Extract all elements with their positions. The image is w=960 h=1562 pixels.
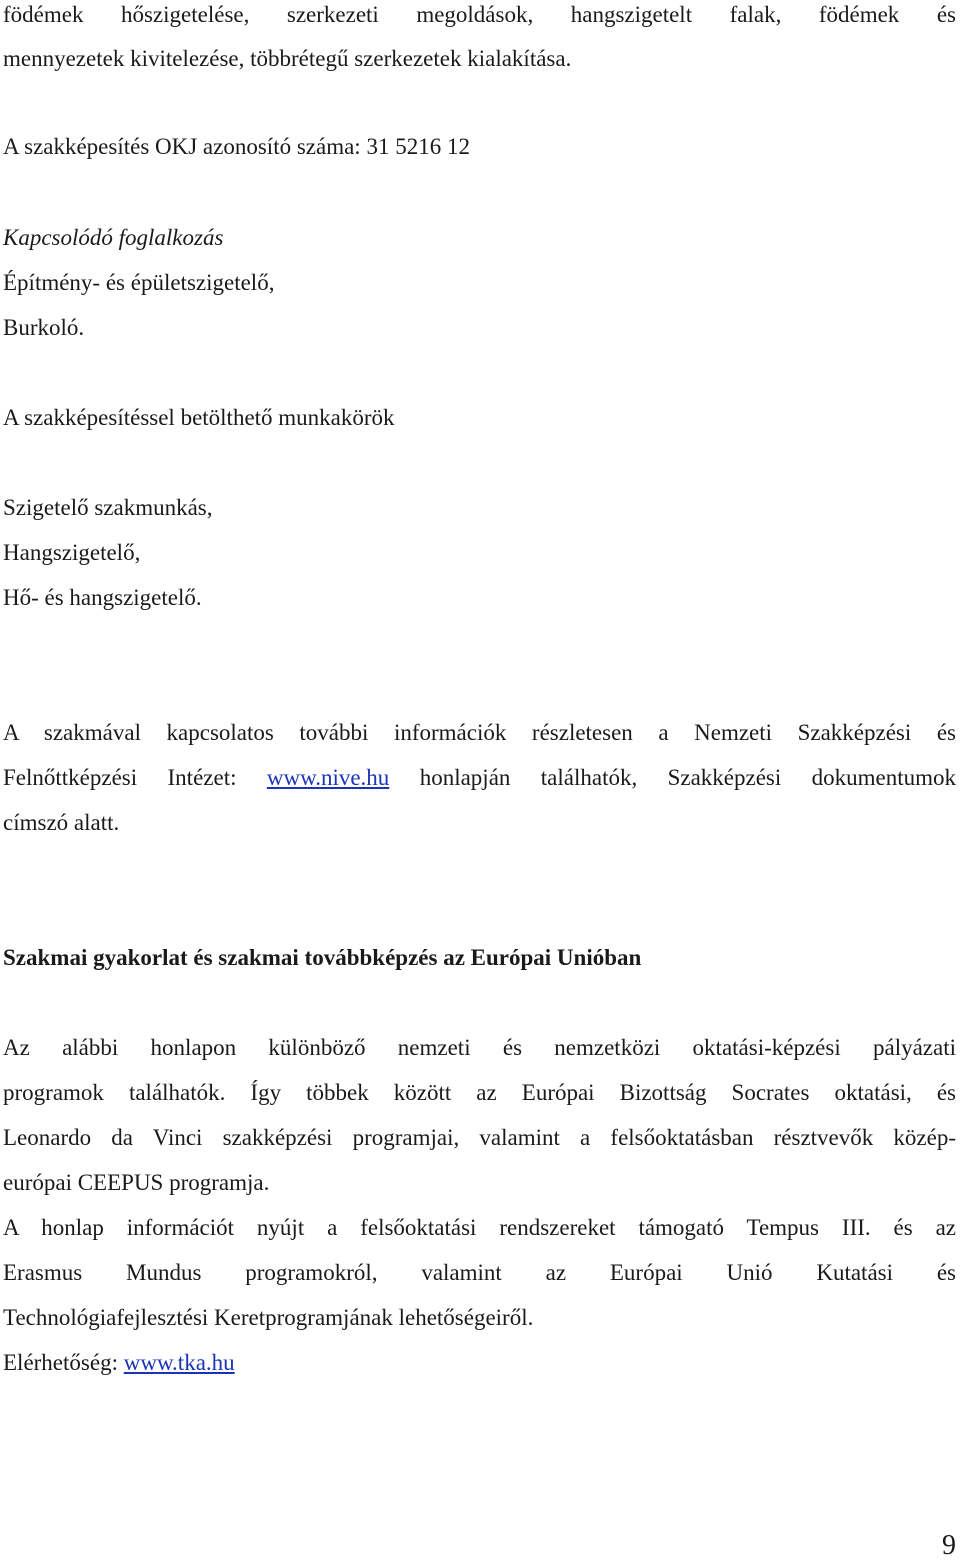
contact-line: [3, 1348, 235, 1378]
eu-section-heading: Szakmai gyakorlat és szakmai továbbképzés az Európai Unióban: [3, 945, 642, 970]
more-info-text: Felnőttképzési Intézet:: [3, 765, 237, 790]
tka-link[interactable]: www.tka.hu: [123, 1350, 235, 1375]
job-role-item: Hangszigetelő,: [3, 540, 141, 565]
more-info-line-1: A szakmával kapcsolatos további információk részletesen a Nemzeti Szakképzési és: [3, 720, 956, 745]
intro-line-1: födémek hőszigetelése, szerkezeti megoldások, hangszigetelt falak, födémek és: [3, 2, 956, 27]
eu-paragraph-2-line: A honlap információt nyújt a felsőoktatási rendszereket támogató Tempus III. és az: [3, 1215, 956, 1240]
more-info-line-2: [3, 763, 956, 793]
eu-paragraph-2-line: Erasmus Mundus programokról, valamint az Európai Unió Kutatási és: [3, 1260, 956, 1285]
related-occupation-item: Burkoló.: [3, 315, 85, 340]
nive-link[interactable]: www.nive.hu: [266, 765, 390, 790]
job-role-item: Szigetelő szakmunkás,: [3, 495, 213, 520]
contact-label: Elérhetőség:: [3, 1350, 118, 1375]
eu-paragraph-2-line: Technológiafejlesztési Keretprogramjának lehetőségeiről.: [3, 1305, 534, 1330]
eu-paragraph-1-line: programok találhatók. Így többek között az Európai Bizottság Socrates oktatási, és: [3, 1080, 956, 1105]
eu-paragraph-1-line: Leonardo da Vinci szakképzési programjai, valamint a felsőoktatásban résztvevők közép-: [3, 1125, 956, 1150]
job-role-item: Hő- és hangszigetelő.: [3, 585, 202, 610]
related-occupation-heading: Kapcsolódó foglalkozás: [3, 225, 224, 250]
eu-paragraph-1-line: Az alábbi honlapon különböző nemzeti és nemzetközi oktatási-képzési pályázati: [3, 1035, 956, 1060]
related-occupation-item: Építmény- és épületszigetelő,: [3, 270, 275, 295]
intro-line-2: mennyezetek kivitelezése, többrétegű szerkezetek kialakítása.: [3, 46, 572, 71]
okj-identifier: A szakképesítés OKJ azonosító száma: 31 5216 12: [3, 134, 470, 159]
more-info-line-3: címszó alatt.: [3, 810, 120, 835]
page-number: 9: [942, 1530, 956, 1561]
more-info-text: honlapján találhatók, Szakképzési dokumentumok: [419, 765, 957, 790]
job-roles-heading: A szakképesítéssel betölthető munkakörök: [3, 405, 395, 430]
eu-paragraph-1-line: európai CEEPUS programja.: [3, 1170, 270, 1195]
